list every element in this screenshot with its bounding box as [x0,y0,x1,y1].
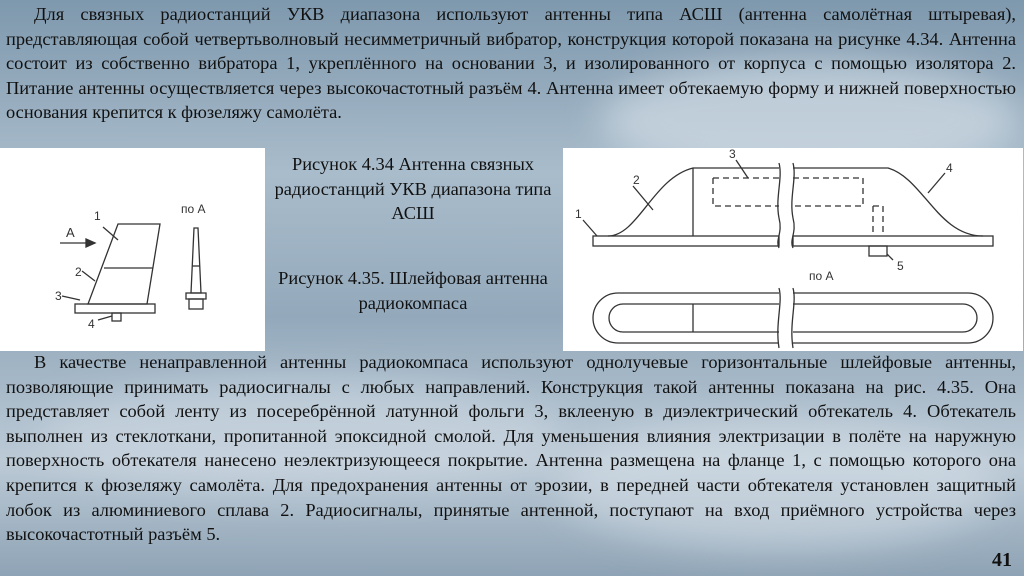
page-number: 41 [992,549,1012,571]
connector-5 [869,246,887,256]
connector [112,313,121,321]
fig2-label-2: 2 [633,173,640,187]
fig2-label-4: 4 [946,161,953,175]
leader-4 [928,173,945,193]
fig1-label-3: 3 [55,289,62,303]
top-break-left [778,288,780,348]
side-view-foot [189,299,203,309]
arrow-a-head [86,239,95,247]
caption-figure-4-34: Рисунок 4.34 Антенна связных радиостанций УКВ диапазона типа АСШ [274,154,552,224]
top-view-inner-right [793,304,977,332]
foil-left [713,178,779,206]
leader-1 [583,220,597,236]
top-view-inner-left [609,304,779,332]
top-break-right [792,288,794,348]
fig2-label-1: 1 [575,207,582,221]
foil-feed [873,206,883,236]
fig2-label-3: 3 [729,148,736,161]
figure-loop-antenna [563,148,1023,351]
flange-right [793,236,993,246]
side-view-rod [191,228,201,293]
side-view-base [186,293,206,299]
leader-3 [736,160,748,178]
foil-right [793,178,863,206]
caption-figure-4-35: Рисунок 4.35. Шлейфовая антенна радиокомпаса [278,268,548,313]
fig2-label-5: 5 [897,259,904,273]
figure-asш-antenna [0,148,265,351]
top-view-outer-right [793,293,993,343]
fig1-label-1: 1 [94,209,101,223]
antenna-fin [88,224,160,304]
fig1-arrow-label: A [66,225,75,240]
leader-2 [82,271,95,281]
flange-left [593,236,779,246]
fig1-label-4: 4 [88,317,95,331]
leader-2 [633,186,653,210]
leader-3 [62,296,80,300]
fairing-right [793,168,983,236]
fig1-label-2: 2 [75,265,82,279]
fig2-view-label: по А [809,269,834,283]
figure-asш-drawing [0,148,265,351]
paragraph-top: Для связных радиостанций УКВ диапазона используют антенны типа АСШ (антенна самолётная штыревая), представляющая собой четвертьволновый несимметричный вибратор, конструкция которой показана на рисунке 4.34. Антенна состоит из собственно вибратора 1, укреплённого на основании 3, и изолированного от корпуса с помощью изолятора 2. Питание антенны осуществляется через высокочастотный разъём 4. Антенна имеет обтекаемую форму и нижней поверхностью основания крепится к фюзеляжу самолёта. [6,4,1016,123]
leader-4 [98,316,112,320]
paragraph-bottom: В качестве ненаправленной антенны радиокомпаса используют однолучевые горизонтальные шлейфовые антенны, позволяющие принимать радиосигналы с любых направлений. Конструкция такой антенны показана на рис. 4.35. Она представляет собой ленту из посеребрённой латунной фольги 3, вклееную в диэлектрический обтекатель 4. Обтекатель выполнен из стеклоткани, пропитанной эпоксидной смолой. Для уменьшения влияния электризации в полёте на наружную поверхность обтекателя нанесено неэлектризующееся покрытие. Антенна размещена на фланце 1, с помощью которого она крепится к фюзеляжу самолёта. Для предохранения антенны от эрозии, в передней части обтекателя установлен защитный лобок из алюминиевого сплава 2. Радиосигналы, принятые антенной, поступают на вход приёмного устройства через высокочастотный разъём 5. [6,352,1016,545]
base-plate [75,304,155,313]
fig1-view-label: по А [181,202,206,216]
leader-5 [887,254,893,260]
break-right [792,163,794,248]
figure-loop-drawing [563,148,1023,351]
top-view-outer-left [593,293,779,343]
